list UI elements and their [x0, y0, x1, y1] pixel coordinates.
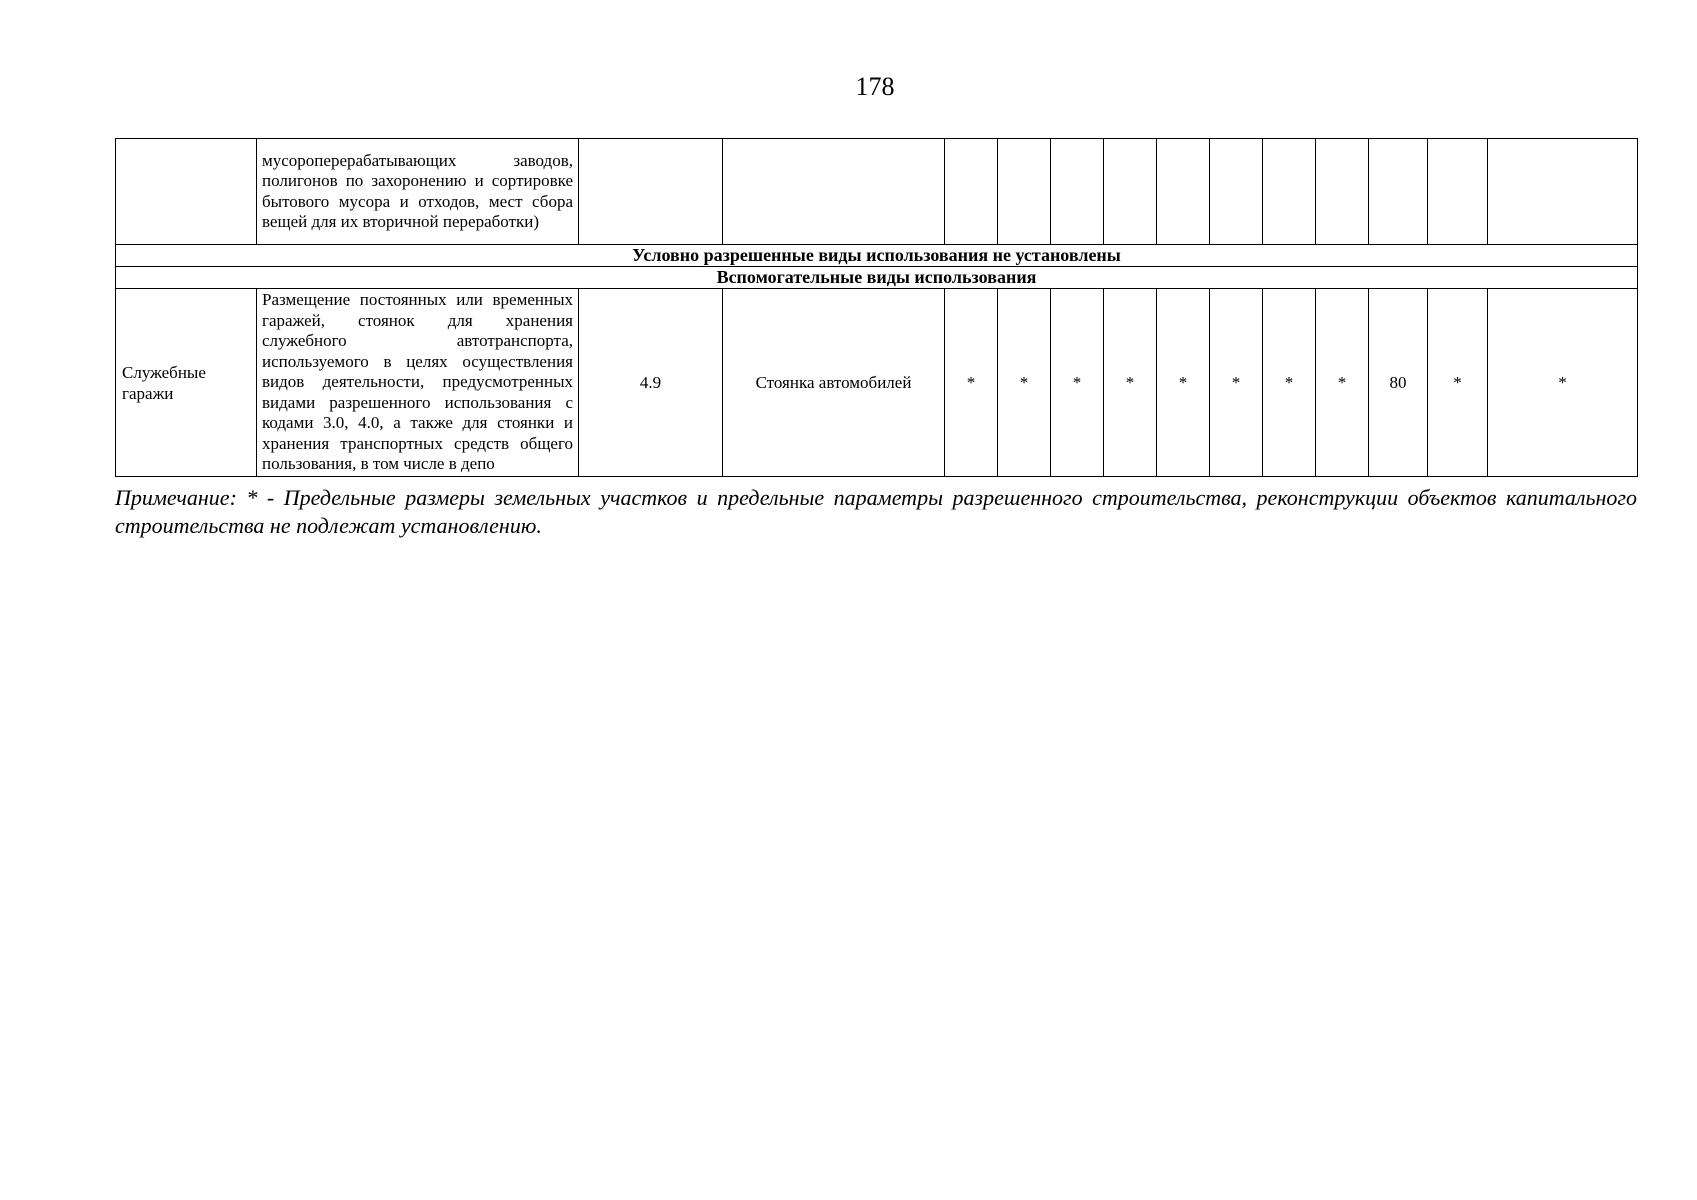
description-cell: Размещение постоянных или временных гаражей, стоянок для хранения служебного автотранспорта, используемого в целях осуществления видов деятельности, предусмотренных видами разрешенного использования с кодами 3.0, 4.0, а также для стоянки и хранения транспортных средств общего пользования, в том числе в депо: [257, 289, 579, 477]
param-cell: [1157, 139, 1210, 245]
param-cell: [1488, 139, 1638, 245]
param-cell: *: [1263, 289, 1316, 477]
table-row: [116, 139, 1638, 245]
object-cell: [723, 139, 945, 245]
name-cell: Служебные гаражи: [116, 289, 257, 477]
section-heading-row: [116, 267, 1638, 289]
section-conditional-heading: Условно разрешенные виды использования не установлены: [116, 245, 1638, 267]
name-cell: [116, 139, 257, 245]
section-heading-row: [116, 245, 1638, 267]
param-cell: [1369, 139, 1428, 245]
param-cell: *: [1051, 289, 1104, 477]
code-cell: [579, 139, 723, 245]
param-cell: [998, 139, 1051, 245]
table-row: [116, 289, 1638, 477]
param-cell: [1051, 139, 1104, 245]
param-cell: *: [1316, 289, 1369, 477]
param-cell: *: [1157, 289, 1210, 477]
param-cell: 80: [1369, 289, 1428, 477]
param-cell: [1210, 139, 1263, 245]
param-cell: *: [1428, 289, 1488, 477]
code-cell: 4.9: [579, 289, 723, 477]
param-cell: *: [998, 289, 1051, 477]
param-cell: *: [1104, 289, 1157, 477]
param-cell: [1316, 139, 1369, 245]
description-cell: мусороперерабатывающих заводов, полигонов по захоронению и сортировке бытового мусора и отходов, мест сбора вещей для их вторичной переработки): [257, 139, 579, 245]
section-auxiliary-heading: Вспомогательные виды использования: [116, 267, 1638, 289]
object-cell: Стоянка автомобилей: [723, 289, 945, 477]
param-cell: *: [1488, 289, 1638, 477]
param-cell: *: [945, 289, 998, 477]
param-cell: [1428, 139, 1488, 245]
land-use-table: [115, 138, 1638, 477]
param-cell: [1263, 139, 1316, 245]
param-cell: [1104, 139, 1157, 245]
footnote: Примечание: * - Предельные размеры земельных участков и предельные параметры разрешенного строительства, реконструкции объектов капитального строительства не подлежат установлению.: [115, 485, 1637, 538]
param-cell: *: [1210, 289, 1263, 477]
param-cell: [945, 139, 998, 245]
page-number: 178: [855, 72, 895, 101]
